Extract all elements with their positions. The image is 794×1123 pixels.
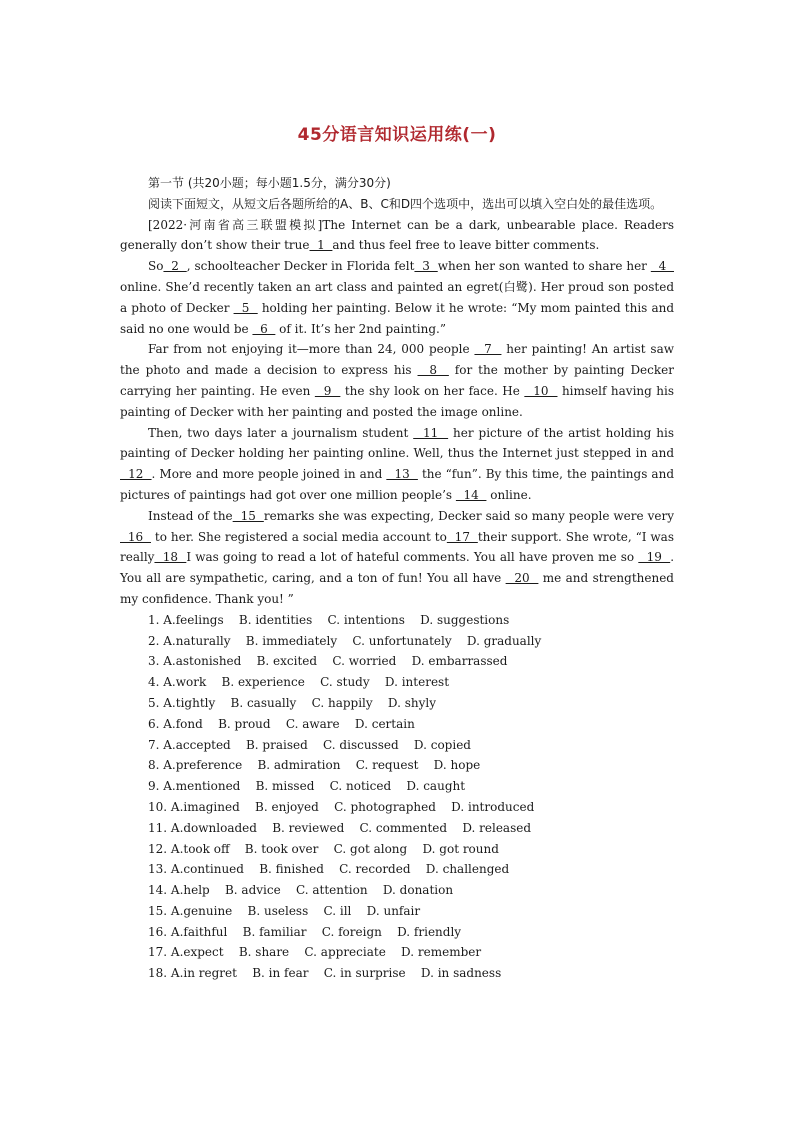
blank-15: 15	[232, 508, 264, 523]
answer-options	[120, 610, 674, 984]
text-segment: her picture of the artist holding his painting of Decker holding her painting online. Well, thus the Internet just stepped in and	[120, 425, 674, 461]
blank-13: 13	[386, 467, 418, 482]
text-segment: Instead of the	[148, 508, 233, 523]
blank-6: 6	[252, 321, 276, 336]
blank-1: 1	[309, 238, 333, 253]
option-row-4: 4. A.work B. experience C. study D. interest	[148, 675, 450, 690]
passage-paragraph-2	[120, 256, 674, 339]
blank-19: 19	[638, 550, 671, 565]
text-segment: himself having his painting of Decker with her painting and posted the image online.	[120, 383, 675, 419]
text-segment: to her. She registered a social media account to	[150, 529, 447, 544]
text-segment: the shy look on her face. He	[340, 383, 525, 398]
passage-paragraph-5	[120, 506, 674, 610]
option-row-18: 18. A.in regret B. in fear C. in surprise D. in sadness	[148, 966, 502, 981]
text-segment: the “fun”. By this time, the paintings and pictures of paintings had got over one million people’s	[120, 467, 674, 502]
section-header: 第一节 (共20小题；每小题1.5分，满分30分)	[148, 176, 391, 190]
text-segment: Then, two days later a journalism student	[148, 425, 414, 440]
text-segment: . More and more people joined in and	[151, 467, 387, 482]
text-segment: for the mother by painting Decker carrying her painting. He even	[120, 363, 674, 398]
page-title: 45分语言知识运用练(一)	[297, 125, 497, 145]
blank-8: 8	[417, 363, 449, 378]
option-row-17: 17. A.expect B. share C. appreciate D. remember	[148, 945, 482, 960]
text-segment: [2022·河南省高三联盟模拟]The Internet can be a dark, unbearable place. Readers generally don’t show their true	[120, 217, 674, 253]
document-body	[120, 173, 674, 984]
option-row-16: 16. A.faithful B. familiar C. foreign D. friendly	[148, 924, 462, 939]
text-segment: when her son wanted to share her	[437, 259, 651, 274]
option-row-2: 2. A.naturally B. immediately C. unfortunately D. gradually	[148, 633, 542, 648]
option-row-13: 13. A.continued B. finished C. recorded D. challenged	[148, 862, 510, 877]
option-row-11: 11. A.downloaded B. reviewed C. commented D. released	[148, 820, 532, 835]
blank-2: 2	[163, 259, 187, 274]
text-segment: So	[148, 259, 164, 274]
text-segment: Far from not enjoying it—more than 24, 000 people	[148, 342, 475, 357]
passage-paragraph-4	[120, 423, 674, 506]
option-row-3: 3. A.astonished B. excited C. worried D. embarrassed	[148, 654, 508, 669]
blank-17: 17	[446, 529, 478, 544]
blank-3: 3	[414, 259, 438, 274]
option-row-7: 7. A.accepted B. praised C. discussed D. copied	[148, 737, 471, 752]
blank-11: 11	[413, 425, 449, 440]
option-row-9: 9. A.mentioned B. missed C. noticed D. caught	[148, 779, 466, 794]
option-row-8: 8. A.preference B. admiration C. request D. hope	[148, 758, 481, 773]
text-segment: of it. It’s her 2nd painting.”	[275, 321, 446, 336]
passage-paragraph-1	[120, 215, 674, 257]
text-segment: holding her painting. Below it he wrote: “My mom painted this and said no one would be	[120, 300, 675, 336]
blank-9: 9	[314, 383, 341, 398]
blank-18: 18	[154, 550, 187, 565]
text-segment: online.	[486, 487, 532, 502]
blank-14: 14	[455, 487, 487, 502]
text-segment: remarks she was expecting, Decker said so many people were very	[263, 508, 674, 523]
option-row-12: 12. A.took off B. took over C. got along D. got round	[148, 841, 499, 856]
blank-20: 20	[505, 571, 539, 586]
option-row-15: 15. A.genuine B. useless C. ill D. unfair	[148, 903, 421, 918]
blank-12: 12	[120, 467, 152, 482]
blank-16: 16	[120, 529, 151, 544]
text-segment: . You all are sympathetic, caring, and a ton of fun! You all have	[120, 550, 675, 586]
text-segment: me and strengthened my confidence. Thank you! ”	[120, 571, 674, 606]
option-row-1: 1. A.feelings B. identities C. intentions D. suggestions	[148, 612, 510, 627]
option-row-10: 10. A.imagined B. enjoyed C. photographed D. introduced	[148, 799, 535, 814]
text-segment: her painting! An artist saw the photo and made a decision to express his	[120, 342, 674, 378]
blank-10: 10	[524, 383, 558, 398]
text-segment: and thus feel free to leave bitter comments.	[332, 238, 600, 253]
option-row-6: 6. A.fond B. proud C. aware D. certain	[148, 716, 415, 731]
option-row-14: 14. A.help B. advice C. attention D. donation	[148, 883, 454, 898]
text-segment: their support. She wrote, “I was really	[120, 529, 674, 565]
text-segment: online. She’d recently taken an art class and painted an egret(白鹭). Her proud son posted a photo of Decker	[120, 279, 674, 315]
blank-5: 5	[233, 300, 258, 315]
section-instruction: 阅读下面短文，从短文后各题所给的A、B、C和D四个选项中，选出可以填入空白处的最佳选项。	[148, 196, 663, 211]
passage-paragraph-3	[120, 339, 674, 422]
text-segment: , schoolteacher Decker in Florida felt	[186, 259, 415, 274]
blank-4: 4	[650, 259, 674, 274]
blank-7: 7	[474, 342, 502, 357]
option-row-5: 5. A.tightly B. casually C. happily D. shyly	[148, 695, 437, 710]
text-segment: I was going to read a lot of hateful comments. You all have proven me so	[186, 550, 639, 565]
